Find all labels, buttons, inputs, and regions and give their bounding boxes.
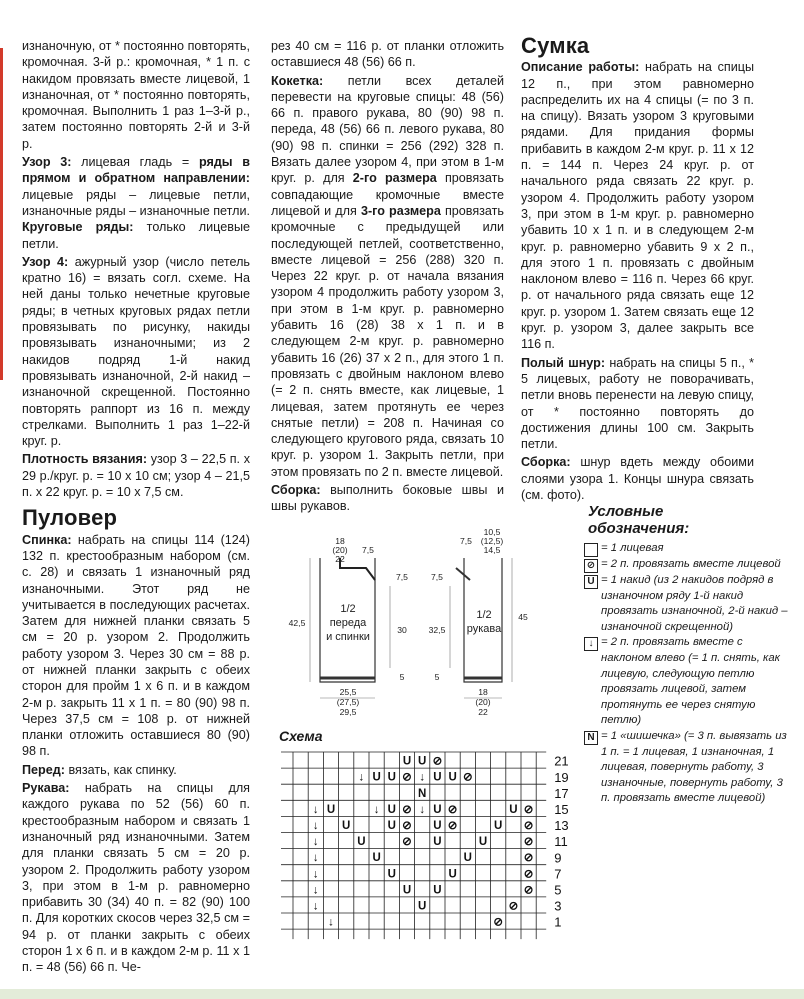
chart-row-number: 15	[554, 801, 569, 817]
chart-cell-symbol: ⊘	[493, 916, 504, 929]
chart-cell-symbol: ⊘	[402, 836, 412, 849]
chart-cell-symbol: U	[357, 836, 366, 849]
chart-cell-symbol: ⊘	[523, 819, 534, 832]
chart-cell-symbol: ⊘	[523, 868, 534, 881]
body-label-3: и спинки	[326, 631, 370, 643]
chart-cell-symbol: ↓	[312, 852, 319, 865]
chart-cell-symbol: U	[433, 771, 442, 784]
chart-cell-symbol: N	[418, 787, 427, 800]
dim-42-5: 42,5	[288, 618, 306, 628]
red-margin-bar	[0, 48, 3, 380]
dim-32-5: 32,5	[428, 625, 446, 635]
column-3	[521, 33, 754, 505]
pullover-heading: Пуловер	[22, 505, 118, 531]
chart-cell-symbol: ↓	[312, 803, 319, 816]
back-paragraph: Спинка: набрать на спицы 114 (124) 132 п. крестообразным набором (см. с. 28) и связать 1 изнаночный ряд изнаночными. Этот ряд не учитывается в последующих расчетах. Затем для нижней планки связать 5 см = 20 р. узором 2. Продолжить работу узором 3. Через 30 см = 88 р. от нижней планки закрыть с обеих сторон для пройм 1 x 6 п. и в каждом 2-м р. закрыть 11 x 1 п. = 80 (90) 98 п. Через 37,5 см = 108 р. от нижней планки отложить оставшиеся 80 (90) 98 п.	[22, 532, 250, 759]
sleeve-bottom-1: 18	[478, 687, 488, 697]
chart-cell-symbol: U	[509, 803, 518, 816]
sleeve-bottom-3: 22	[478, 707, 488, 717]
body-bottom-1: 25,5	[339, 687, 357, 697]
chart-cell-symbol: U	[387, 819, 396, 832]
chart-cell-symbol: ↓	[312, 819, 319, 832]
dim-5-sleeve: 5	[434, 672, 440, 682]
body-top-3: 22	[335, 554, 345, 564]
sleeves-continuation: рез 40 см = 116 р. от планки отложить оставшиеся 48 (56) 66 п.	[271, 39, 504, 70]
pattern-diagram	[280, 528, 530, 724]
sleeve-7-5-top: 7,5	[460, 536, 472, 546]
bag-assembly-paragraph: Сборка: шнур вдеть между обоими слоями узора 1. Концы шнура связать (см. фото).	[521, 455, 754, 503]
sleeve-label-2: рукава	[466, 623, 502, 635]
chart-cell-symbol: U	[478, 836, 488, 849]
chart-row-number: 5	[554, 882, 562, 898]
chart-cell-symbol: ↓	[419, 771, 426, 784]
legend-item-k2tog: ⊘ = 2 п. провязать вместе лицевой	[584, 557, 794, 573]
sleeve-label-1: 1/2	[476, 609, 492, 621]
chart-row-number: 7	[554, 866, 562, 882]
legend	[584, 503, 794, 807]
chart-cell-symbol: ⊘	[523, 852, 534, 865]
chart-cell-symbol: ↓	[312, 900, 319, 913]
yarn-over-symbol-icon: U	[584, 575, 598, 589]
chart-cell-symbol: ⊘	[402, 803, 412, 816]
knitting-chart	[281, 750, 571, 940]
dim-5-body: 5	[399, 672, 405, 682]
pattern3-paragraph: Узор 3: лицевая гладь = ряды в прямом и обратном направлении: лицевые ряды – лицевые петли, изнаночные ряды – изнаночные петли. Круговые ряды: только лицевые петли.	[22, 155, 250, 251]
chart-cell-symbol: U	[433, 884, 442, 897]
pattern3-lead: Узор 3:	[22, 155, 72, 170]
bottom-decor-bar	[0, 989, 804, 999]
assembly-paragraph: Сборка: выполнить боковые швы и швы рукавов.	[271, 483, 504, 514]
dim-7-5-sleeve: 7,5	[431, 572, 443, 582]
chart-cell-symbol: ↓	[419, 803, 426, 816]
chart-cell-symbol: ⊘	[523, 836, 534, 849]
chart-cell-symbol: U	[418, 755, 427, 768]
dim-30: 30	[397, 625, 407, 635]
chart-cell-symbol: U	[326, 803, 336, 816]
sleeves-paragraph: Рукава: набрать на спицы для каждого рукава по 52 (56) 60 п. крестообразным набором и связать 1 изнаночный ряд изнаночными. Затем для планки связать 5 см = 20 р. узором 2. Продолжить работу узором 3, при этом в 1-м р. равномерно прибавить 30 (34) 40 п. = 82 (90) 100 п. Для коротких скосов через 32,5 см = 94 р. от планки закрыть с обеих сторон 1 x 6 п. и в каждом 2-м р. 11 x 1 п. = 48 (56) 66 п. Че-	[22, 781, 250, 975]
chart-row-number: 17	[554, 785, 569, 801]
legend-title: Условные обозначения:	[588, 503, 690, 537]
chart-cell-symbol: ⊘	[447, 819, 458, 832]
chart-cell-symbol: ↓	[373, 803, 380, 816]
chart-row-number: 19	[554, 769, 569, 785]
chart-cell-symbol: ⊘	[432, 755, 443, 768]
dim-7-5-top-body: 7,5	[362, 545, 374, 555]
chart-cell-symbol: ⊘	[462, 771, 473, 784]
pattern4-paragraph: Узор 4: ажурный узор (число петель кратно 16) = вязать согл. схеме. На ней даны только нечетные круговые ряды; в четных круговых рядах петли провязывать по рисунку, накиды провязывать изнаночными; из 2 накидов подряд 1-й накид провязывать изнаночной, 2-й накид – изнаночной скрещенной. Постоянно повторять раппорт из 16 п. между стрелками. Выполнить 1 раз 1–22-й круг. р.	[22, 254, 250, 449]
chart-cell-symbol: ⊘	[523, 884, 534, 897]
chart-cell-symbol: ↓	[358, 771, 365, 784]
chart-cell-symbol: ↓	[312, 836, 319, 849]
dim-45: 45	[518, 612, 528, 622]
chart-cell-symbol: ⊘	[508, 900, 519, 913]
bag-heading: Сумка	[521, 33, 590, 58]
k2tog-symbol-icon: ⊘	[584, 559, 598, 573]
bobble-symbol-icon: N	[584, 731, 598, 745]
chart-cell-symbol: U	[387, 868, 396, 881]
body-top-1: 18	[335, 536, 345, 546]
chart-cell-symbol: U	[387, 803, 396, 816]
legend-item-knit: = 1 лицевая	[584, 541, 794, 557]
dim-7-5-body-side: 7,5	[396, 572, 408, 582]
chart-cell-symbol: ↓	[328, 916, 334, 929]
column-2	[271, 38, 504, 517]
chart-cell-symbol: U	[418, 900, 427, 913]
chart-row-number: 11	[554, 834, 568, 850]
chart-cell-symbol: ⊘	[523, 803, 534, 816]
chart-cell-symbol: U	[433, 803, 442, 816]
chart-cell-symbol: U	[433, 836, 442, 849]
yoke-paragraph: Кокетка: петли всех деталей перевести на круговые спицы: 48 (56) 66 п. правого рукава, 80 (90) 98 п. переда, 48 (56) 66 п. левого рукава, 80 (90) 98 п. спинки = 256 (292) 328 п. Вязать далее узором 4, при этом в 1-м круг. р. для 2-го размера провязать совпадающие кромочные вместе лицевой и для 3-го размера провязать кромочные с предыдущей или последующей петлей, соответственно, вместе лицевой = 256 (288) 320 п. Через 22 круг. р. от начала вязания узором 4 продолжить работу узором 3, при этом в 1-м круг. р. равномерно убавить 16 (28) 38 x 1 п. и в следующем 2-м круг. р. равномерно убавить 16 (26) 37 x 2 п., для этого 1 п. провязать с двойным наклоном влево (= 2 п. снять вместе, как лицевые, 1 лицевая, затем протянуть ее через снятые петли) = 208 п. Начиная со следующего кругового ряда, связать 10 круг. р. узором 1. Закрыть петли, при этом провязать по 2 п. вместе лицевой.	[271, 73, 504, 479]
sleeve-top-2: (12,5)	[480, 536, 504, 546]
chart-row-number: 1	[554, 914, 562, 930]
chart-row-number: 9	[554, 850, 562, 866]
chart-cell-symbol: ↓	[312, 868, 319, 881]
gauge-paragraph: Плотность вязания: узор 3 – 22,5 п. x 29 р./круг. р. = 10 x 10 см; узор 4 – 21,5 п. x 22 круг. р. = 10 x 7,5 см.	[22, 452, 250, 500]
chart-cell-symbol: U	[402, 755, 412, 768]
column-1	[22, 38, 250, 978]
pattern2-continuation: изнаночную, от * постоянно повторять, кромочная. 3-й р.: кромочная, * 1 п. с накидом провязать вместе лицевой, 1 изнаночная, от * постоянно повторять, кромочная. Выполнить 1 раз 1–3-й р., затем постоянно повторять 2-й и 3-й р.	[22, 39, 250, 151]
bag-description: Описание работы: набрать на спицы 12 п., при этом равномерно распределить их на 4 спицы (= по 3 п. на спицу). Вязать узором 3 круговыми рядами. Для придания формы прибавить в каждом 2-м круг. р. 11 x 12 п. = 144 п. Через 24 круг. р. от начального ряда связать 22 круг. р. узором 4. Продолжить работу узором 3, при этом в 1-м круг. р. равномерно убавить 10 x 1 п. и в следующем 2-м круг. р. равномерно убавить 9 x 2 п., для этого 1 п. провязать с двойным наклоном влево = 116 п. Через 66 круг. р. от начального ряда связать еще 12 круг. р. узором 1. Затем связать еще 12 круг. р. узором 3, далее закрыть все 116 п.	[521, 60, 754, 352]
legend-item-yarn-over: U = 1 накид (из 2 накидов подряд в изнаночном ряду 1-й накид провязать изнаночной, 2-й накид – изнаночной скрещенной)	[584, 573, 794, 635]
ssk-symbol-icon: ↓	[584, 637, 598, 651]
chart-cell-symbol: U	[402, 884, 412, 897]
body-bottom-2: (27,5)	[336, 697, 360, 707]
schema-title: Схема	[279, 728, 323, 744]
chart-cell-symbol: ⊘	[447, 803, 458, 816]
body-top-2: (20)	[332, 545, 348, 555]
chart-row-number: 3	[554, 898, 562, 914]
body-bottom-3: 29,5	[339, 707, 357, 717]
chart-cell-symbol: ↓	[312, 884, 319, 897]
chart-row-number: 13	[554, 818, 569, 834]
chart-cell-symbol: U	[342, 819, 351, 832]
body-label-1: 1/2	[340, 603, 356, 615]
knit-symbol-icon	[584, 543, 598, 557]
chart-cell-symbol: U	[448, 868, 457, 881]
sleeve-bottom-2: (20)	[475, 697, 491, 707]
chart-cell-symbol: ⊘	[402, 819, 412, 832]
chart-cell-symbol: U	[372, 771, 381, 784]
chart-cell-symbol: ⊘	[402, 771, 412, 784]
sleeve-top-3: 14,5	[483, 545, 501, 555]
body-label-2: переда	[329, 617, 367, 629]
chart-cell-symbol: U	[387, 771, 396, 784]
legend-item-ssk: ↓ = 2 п. провязать вместе с наклоном влево (= 1 п. снять, как лицевую, следующую петлю провязать лицевой, затем протянуть ее через снятую петлю)	[584, 635, 794, 729]
chart-cell-symbol: U	[448, 771, 457, 784]
chart-cell-symbol: U	[433, 819, 442, 832]
chart-cell-symbol: U	[372, 852, 381, 865]
front-paragraph: Перед: вязать, как спинку.	[22, 762, 177, 777]
cord-paragraph: Полый шнур: набрать на спицы 5 п., * 5 лицевых, работу не поворачивать, петли вновь перенести на левую спицу, от * постоянно повторять до достижения длины 100 см. Закрыть петли.	[521, 355, 754, 452]
chart-row-number: 21	[554, 753, 569, 769]
legend-item-bobble: N = 1 «шишечка» (= 3 п. вывязать из 1 п. = 1 лицевая, 1 изнаночная, 1 лицевая, повернуть работу, 3 изнаночные, повернуть работу, 3 п. провязать вместе лицевой)	[584, 729, 794, 807]
sleeve-top-1: 10,5	[483, 528, 501, 537]
chart-cell-symbol: U	[494, 819, 503, 832]
chart-cell-symbol: U	[463, 852, 472, 865]
